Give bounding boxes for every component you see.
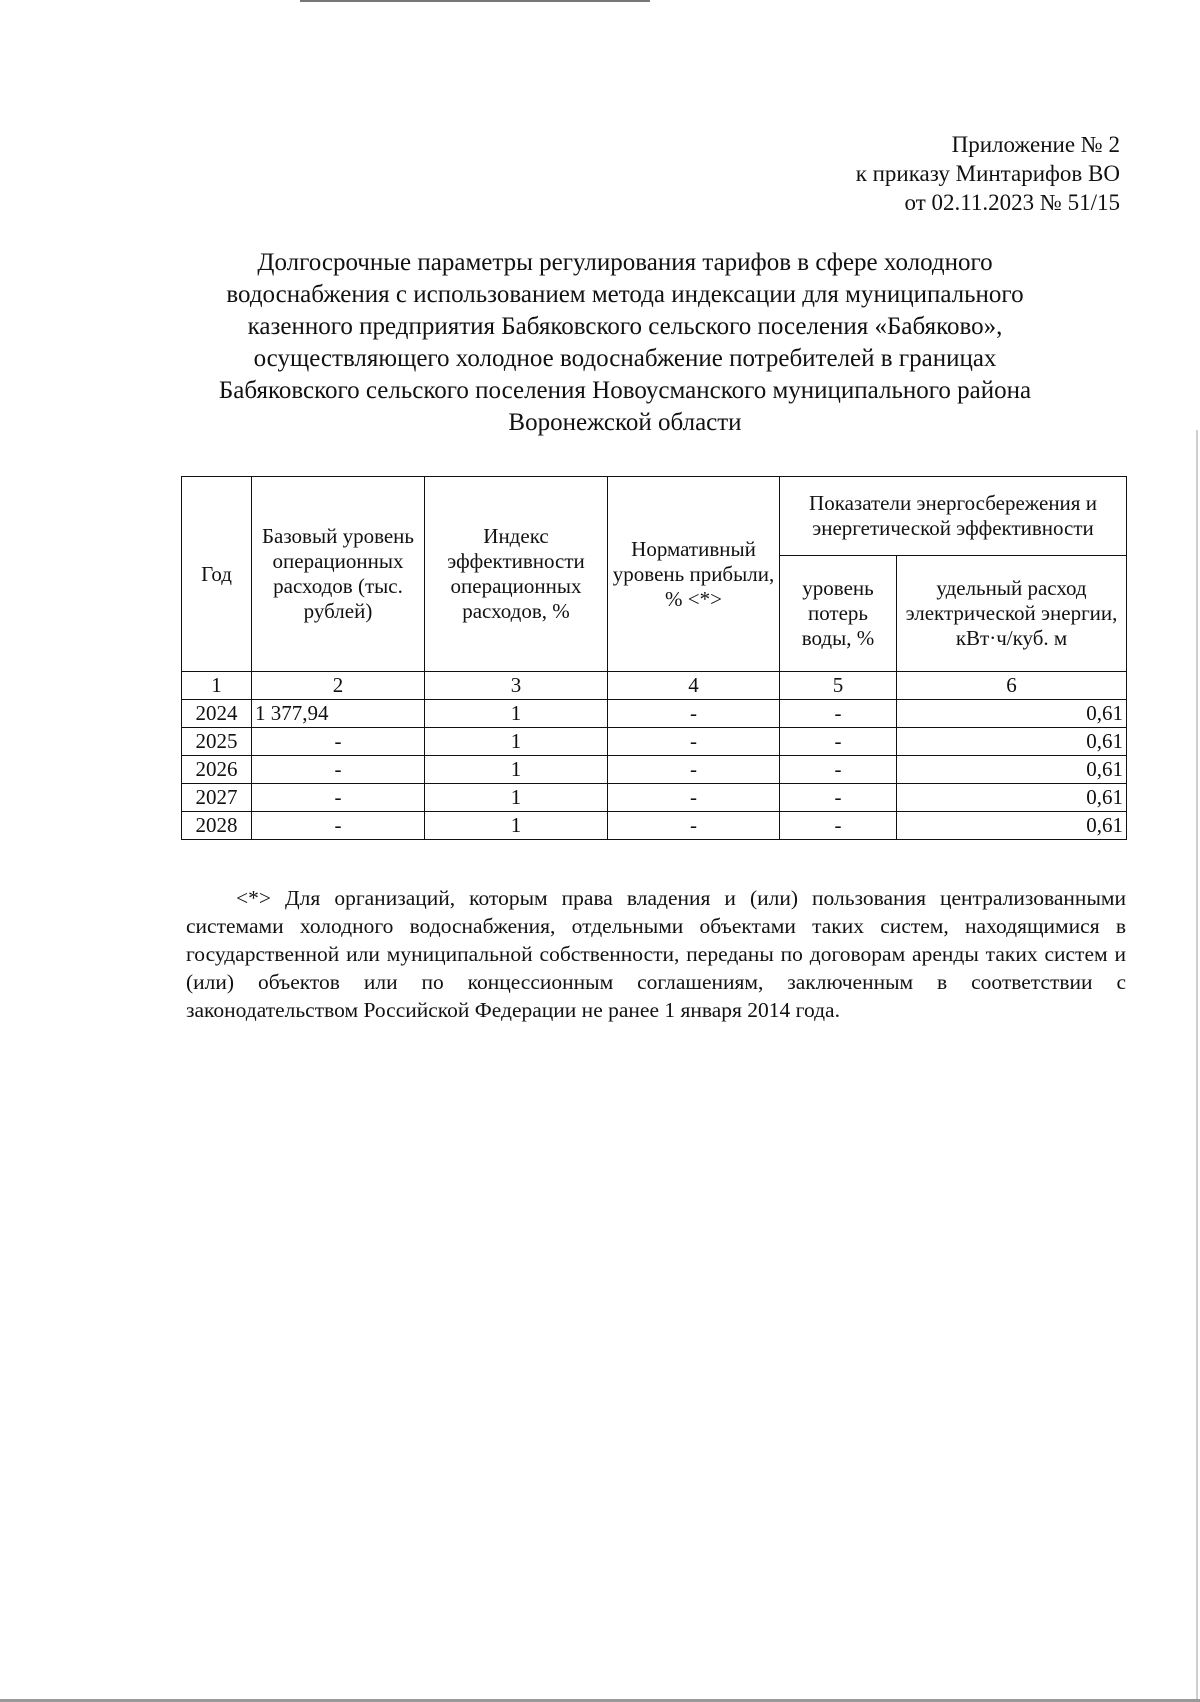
cell-base-level: - bbox=[252, 812, 425, 840]
table-row bbox=[182, 784, 1127, 812]
title-line: казенного предприятия Бабяковского сельского поселения «Бабяково», bbox=[247, 313, 1003, 340]
cell-water-loss: - bbox=[780, 700, 897, 728]
column-number-row bbox=[182, 672, 1127, 700]
cell-normative-profit: - bbox=[608, 784, 780, 812]
scan-edge-right bbox=[1196, 430, 1198, 1702]
cell-water-loss: - bbox=[780, 784, 897, 812]
column-number: 2 bbox=[252, 672, 425, 700]
header-row-group bbox=[182, 477, 1127, 556]
cell-specific-consumption: 0,61 bbox=[897, 812, 1127, 840]
column-number: 4 bbox=[608, 672, 780, 700]
footnote bbox=[186, 884, 1126, 1024]
title-line: Воронежской области bbox=[508, 409, 742, 436]
cell-year: 2027 bbox=[182, 784, 252, 812]
table-row bbox=[182, 700, 1127, 728]
table-row bbox=[182, 728, 1127, 756]
header-energy-group: Показатели энергосбережения и энергетической эффективности bbox=[780, 477, 1127, 556]
column-number: 5 bbox=[780, 672, 897, 700]
cell-specific-consumption: 0,61 bbox=[897, 756, 1127, 784]
title-line: Бабяковского сельского поселения Новоусманского муниципального района bbox=[218, 377, 1032, 404]
footnote-text: <*> Для организаций, которым права владения и (или) пользования централизованными системами холодного водоснабжения, отдельными объектами таких систем, находящимися в государственной или муниципальной собственности, переданы по договорам аренды таких систем и (или) объектов или по концессионным соглашениям, заключенным в соответствии с законодательством Российской Федерации не ранее 1 января 2014 года. bbox=[186, 886, 1126, 1022]
cell-year: 2024 bbox=[182, 700, 252, 728]
appendix-order-date: от 02.11.2023 № 51/15 bbox=[904, 190, 1120, 215]
scan-edge-top bbox=[300, 0, 650, 2]
cell-normative-profit: - bbox=[608, 700, 780, 728]
cell-normative-profit: - bbox=[608, 728, 780, 756]
header-efficiency-index: Индекс эффективности операционных расходов, % bbox=[425, 477, 608, 672]
cell-specific-consumption: 0,61 bbox=[897, 728, 1127, 756]
table-row bbox=[182, 812, 1127, 840]
cell-water-loss: - bbox=[780, 756, 897, 784]
cell-year: 2028 bbox=[182, 812, 252, 840]
cell-efficiency-index: 1 bbox=[425, 784, 608, 812]
header-normative-profit: Нормативный уровень прибыли, % <*> bbox=[608, 477, 780, 672]
header-year: Год bbox=[182, 477, 252, 672]
cell-efficiency-index: 1 bbox=[425, 700, 608, 728]
column-number: 3 bbox=[425, 672, 608, 700]
appendix-order-ref: к приказу Минтарифов ВО bbox=[855, 161, 1120, 186]
cell-base-level: 1 377,94 bbox=[252, 700, 425, 728]
title-line: Долгосрочные параметры регулирования тарифов в сфере холодного bbox=[257, 249, 993, 276]
parameters-table bbox=[181, 476, 1127, 840]
cell-normative-profit: - bbox=[608, 812, 780, 840]
header-base-level: Базовый уровень операционных расходов (тыс. рублей) bbox=[252, 477, 425, 672]
cell-water-loss: - bbox=[780, 728, 897, 756]
column-number: 6 bbox=[897, 672, 1127, 700]
cell-base-level: - bbox=[252, 784, 425, 812]
header-specific-consumption: удельный расход электрической энергии, кВт·ч/куб. м bbox=[897, 556, 1127, 672]
appendix-number: Приложение № 2 bbox=[951, 132, 1120, 157]
cell-year: 2026 bbox=[182, 756, 252, 784]
table-row bbox=[182, 756, 1127, 784]
title-line: осуществляющего холодное водоснабжение потребителей в границах bbox=[253, 345, 997, 372]
header-water-loss: уровень потерь воды, % bbox=[780, 556, 897, 672]
cell-efficiency-index: 1 bbox=[425, 756, 608, 784]
cell-year: 2025 bbox=[182, 728, 252, 756]
cell-water-loss: - bbox=[780, 812, 897, 840]
cell-efficiency-index: 1 bbox=[425, 728, 608, 756]
column-number: 1 bbox=[182, 672, 252, 700]
cell-base-level: - bbox=[252, 728, 425, 756]
cell-normative-profit: - bbox=[608, 756, 780, 784]
document-title bbox=[150, 247, 1100, 439]
cell-specific-consumption: 0,61 bbox=[897, 700, 1127, 728]
cell-efficiency-index: 1 bbox=[425, 812, 608, 840]
title-line: водоснабжения с использованием метода индексации для муниципального bbox=[226, 281, 1024, 308]
appendix-header bbox=[856, 130, 1120, 217]
cell-specific-consumption: 0,61 bbox=[897, 784, 1127, 812]
cell-base-level: - bbox=[252, 756, 425, 784]
